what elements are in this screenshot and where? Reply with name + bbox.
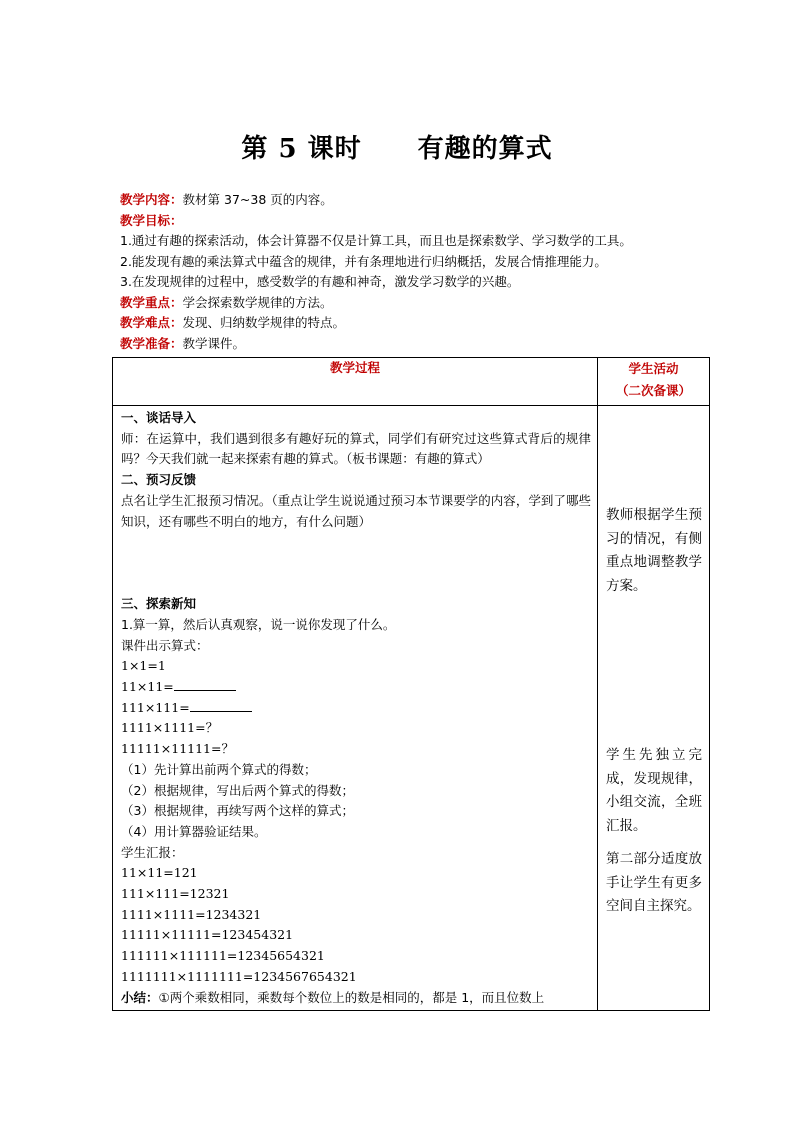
- meta-goals-label: 教学目标：: [120, 212, 183, 228]
- formula-line: [121, 677, 591, 698]
- result-line: 11111×11111=123454321: [121, 927, 294, 943]
- meta-key: [120, 293, 720, 314]
- meta-prep-text: 教学课件。: [182, 335, 246, 351]
- meta-prep-label: 教学准备：: [120, 335, 183, 351]
- formula-text: 11×11=: [121, 679, 174, 695]
- meta-prep: [120, 334, 720, 355]
- table-body-row: [113, 406, 710, 1011]
- lesson-title: 有趣的算式: [417, 134, 553, 164]
- section-3-intro: 1.算一算，然后认真观察，说一说你发现了什么。: [121, 616, 396, 632]
- step-item: （3）根据规律，再续写两个这样的算式；: [121, 803, 354, 819]
- goal-item: 1.通过有趣的探索活动，体会计算器不仅是计算工具，而且也是探索数学、学习数学的工具。: [120, 233, 632, 248]
- section-2-text: 点名让学生汇报预习情况。（重点让学生说说通过预习本节课要学的内容，学到了哪些知识，还有哪些不明白的地方，有什么问题）: [121, 492, 591, 529]
- formula-line: 11111×11111=？: [121, 741, 234, 757]
- summary-text: ①两个乘数相同，乘数每个数位上的数是相同的，都是 1，而且位数上: [158, 989, 545, 1005]
- section-3-title: 三、探索新知: [121, 596, 197, 612]
- header-student-activity-line2: （二次备课）: [615, 383, 691, 398]
- result-line: 1111111×1111111=1234567654321: [121, 968, 357, 984]
- report-title: 学生汇报：: [121, 844, 184, 860]
- formula-line: [121, 698, 591, 719]
- section-2-title: 二、预习反馈: [121, 472, 197, 488]
- meta-key-text: 学会探索数学规律的方法。: [182, 294, 333, 310]
- answer-blank: [174, 677, 236, 691]
- header-student-activity-line1: 学生活动: [628, 361, 679, 376]
- result-line: 111×111=12321: [121, 886, 230, 902]
- meta-difficulty-label: 教学难点：: [120, 315, 183, 330]
- meta-key-label: 教学重点：: [120, 294, 183, 310]
- formula-line: 1111×1111=？: [121, 720, 219, 736]
- lesson-number: 第 5 课时: [241, 134, 362, 164]
- blank-space: [121, 532, 591, 594]
- section-3-show: 课件出示算式：: [121, 637, 209, 653]
- meta-content-label: 教学内容：: [120, 192, 183, 207]
- formula-text: 111×111=: [121, 699, 190, 715]
- summary-line: [121, 988, 591, 1009]
- step-item: （4）用计算器验证结果。: [121, 823, 267, 839]
- student-activity-cell: [598, 406, 710, 1011]
- summary-label: 小结：: [121, 989, 159, 1005]
- step-item: （1）先计算出前两个算式的得数；: [121, 761, 317, 777]
- meta-content-text: 教材第 37~38 页的内容。: [182, 192, 333, 207]
- side-note-preview: 教师根据学生预习的情况，有侧重点地调整教学方案。: [606, 507, 702, 594]
- header-student-activity: [598, 358, 710, 406]
- lesson-meta: [120, 190, 720, 354]
- header-process: 教学过程: [113, 358, 598, 406]
- table-header-row: [113, 358, 710, 406]
- section-1-title: 一、谈话导入: [121, 410, 197, 425]
- process-cell: [113, 406, 598, 1011]
- step-item: （2）根据规律，写出后两个算式的得数；: [121, 782, 354, 798]
- goal-item: 2.能发现有趣的乘法算式中蕴含的规律，并有条理地进行归纳概括，发展合情推理能力。: [120, 253, 607, 269]
- meta-difficulty: [120, 313, 720, 334]
- meta-goals: [120, 211, 720, 232]
- side-note-explore: 第二部分适度放手让学生有更多空间自主探究。: [606, 851, 702, 914]
- answer-blank: [190, 698, 252, 712]
- meta-difficulty-text: 发现、归纳数学规律的特点。: [182, 315, 346, 330]
- section-1-text: 师：在运算中，我们遇到很多有趣好玩的算式，同学们有研究过这些算式背后的规律吗？今天我们就一起来探索有趣的算式。（板书课题：有趣的算式）: [121, 430, 591, 467]
- goal-item: 3.在发现规律的过程中，感受数学的有趣和神奇，激发学习数学的兴趣。: [120, 274, 520, 289]
- result-line: 1111×1111=1234321: [121, 906, 262, 922]
- result-line: 111111×111111=12345654321: [121, 948, 325, 964]
- lesson-table: [112, 357, 710, 1011]
- formula-line: 1×1=1: [121, 658, 166, 674]
- result-line: 11×11=121: [121, 865, 198, 881]
- page-title: [0, 128, 794, 165]
- side-note-independent: 学生先独立完成，发现规律，小组交流，全班汇报。: [606, 747, 702, 834]
- meta-content: [120, 190, 720, 211]
